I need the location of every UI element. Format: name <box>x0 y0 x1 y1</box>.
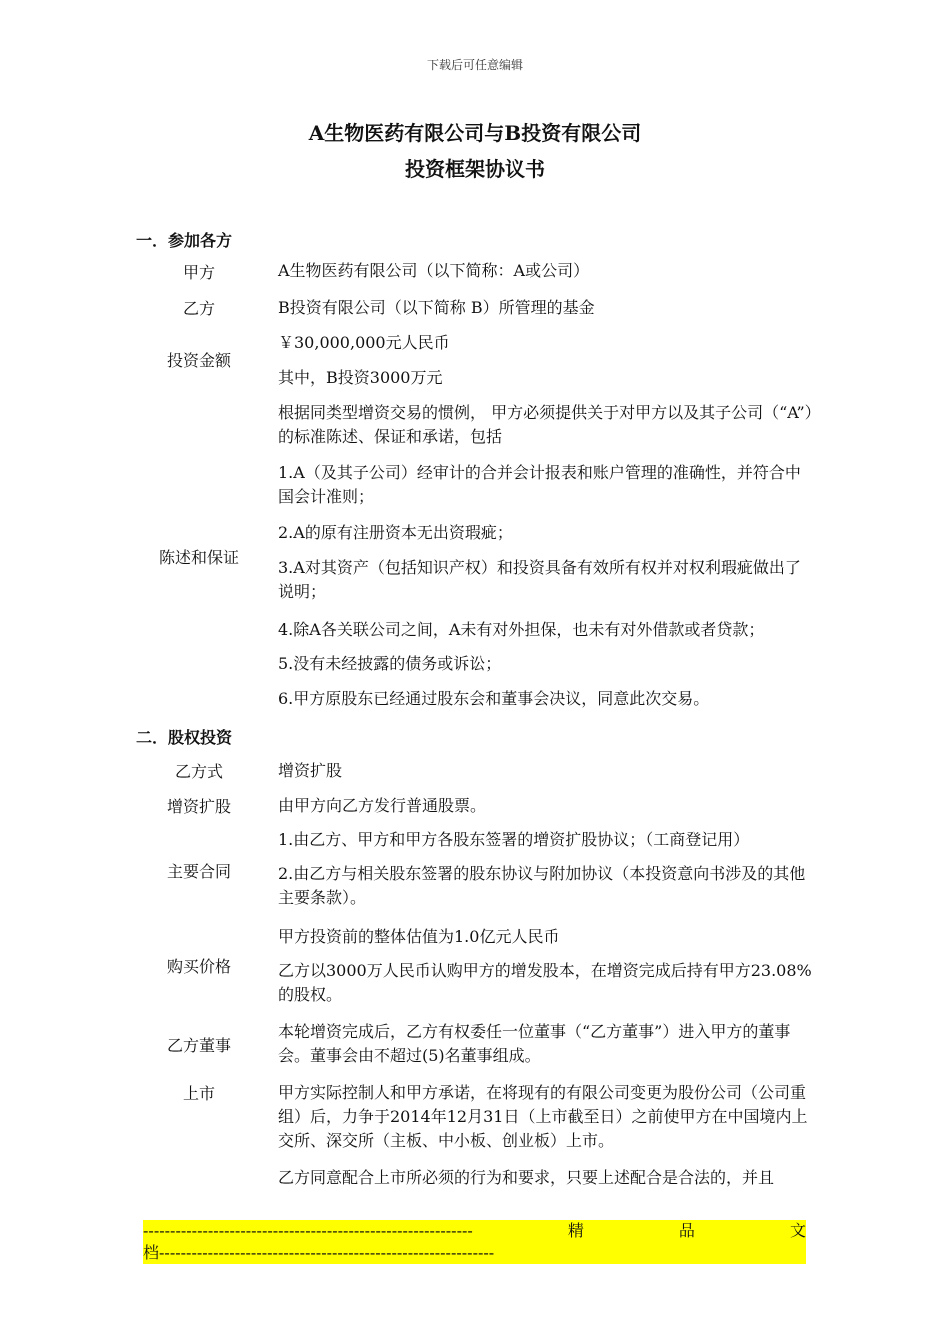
label-main-contracts: 主要合同 <box>166 862 231 881</box>
label-purchase-price: 购买价格 <box>166 957 231 976</box>
label-party-b: 乙方 <box>182 299 215 318</box>
text-contract-1: 1.由乙方、甲方和甲方各股东签署的增资扩股协议；（工商登记用） <box>278 830 750 849</box>
section-heading-parties: 一．参加各方 <box>136 231 233 250</box>
text-party-a: A生物医药有限公司（以下简称：A或公司） <box>278 261 590 280</box>
text-reps-6: 6.甲方原股东已经通过股东会和董事会决议，同意此次交易。 <box>278 689 710 708</box>
text-amount-b: 其中，B投资3000万元 <box>278 368 443 387</box>
text-reps-1: 1.A（及其子公司）经审计的合并会计报表和账户管理的准确性，并符合中国会计准则； <box>278 463 801 506</box>
footer-char-3: 文 <box>789 1221 806 1240</box>
footer-line1 <box>143 1220 806 1242</box>
text-contract-2: 2.由乙方与相关股东签署的股东协议与附加协议（本投资意向书涉及的其他主要条款）。 <box>278 864 806 907</box>
doc-title-line1: A生物医药有限公司与B投资有限公司 <box>308 121 642 145</box>
text-party-b: B投资有限公司（以下简称 B）所管理的基金 <box>278 298 595 317</box>
footer-line2 <box>143 1242 603 1264</box>
text-listing-1: 甲方实际控制人和甲方承诺，在将现有的有限公司变更为股份公司（公司重组）后，力争于2014年12月31日（上市截至日）之前使甲方在中国境内上交所、深交所（主板、中小板、创业板）上市。 <box>278 1083 808 1150</box>
text-amount-total: ￥30,000,000元人民币 <box>278 333 450 352</box>
text-listing-2: 乙方同意配合上市所必须的行为和要求，只要上述配合是合法的，并且 <box>278 1168 775 1187</box>
footer-tail-char: 档 <box>143 1243 160 1262</box>
footer-dashes-1: ------------------------------------------------------------- <box>143 1221 473 1240</box>
footer-watermark <box>143 1220 806 1264</box>
text-reps-3: 3.A对其资产（包括知识产权）和投资具备有效所有权并对权利瑕疵做出了说明； <box>278 558 801 601</box>
label-capital-increase: 增资扩股 <box>166 797 231 816</box>
text-method: 增资扩股 <box>278 761 343 780</box>
label-representations: 陈述和保证 <box>158 548 239 567</box>
label-listing: 上市 <box>182 1084 215 1103</box>
text-reps-2: 2.A的原有注册资本无出资瑕疵； <box>278 523 513 542</box>
text-director: 本轮增资完成后，乙方有权委任一位董事（“乙方董事”）进入甲方的董事会。董事会由不超过(5)名董事组成。 <box>278 1022 791 1065</box>
footer-char-1: 精 <box>567 1221 584 1240</box>
label-investment-amount: 投资金额 <box>166 351 231 370</box>
footer-char-2: 品 <box>678 1221 695 1240</box>
text-reps-intro: 根据同类型增资交易的惯例， 甲方必须提供关于对甲方以及其子公司（“A”）的标准陈述、保证和承诺，包括 <box>278 403 813 446</box>
section-heading-equity: 二．股权投资 <box>136 728 233 747</box>
label-director: 乙方董事 <box>166 1036 231 1055</box>
label-party-a: 甲方 <box>182 263 215 282</box>
footer-dashes-2: -------------------------------------------------------------- <box>159 1243 495 1262</box>
text-reps-4: 4.除A各关联公司之间，A未有对外担保，也未有对外借款或者贷款； <box>278 620 765 639</box>
label-method: 乙方式 <box>174 762 223 781</box>
text-price-2: 乙方以3000万人民币认购甲方的增发股本，在增资完成后持有甲方23.08% 的股权。 <box>278 961 812 1004</box>
text-price-1: 甲方投资前的整体估值为1.0亿元人民币 <box>278 927 560 946</box>
header-note: 下载后可任意编辑 <box>426 58 523 72</box>
text-capital-increase: 由甲方向乙方发行普通股票。 <box>278 796 487 815</box>
doc-title-line2: 投资框架协议书 <box>405 157 545 181</box>
text-reps-5: 5.没有未经披露的债务或诉讼； <box>278 654 502 673</box>
